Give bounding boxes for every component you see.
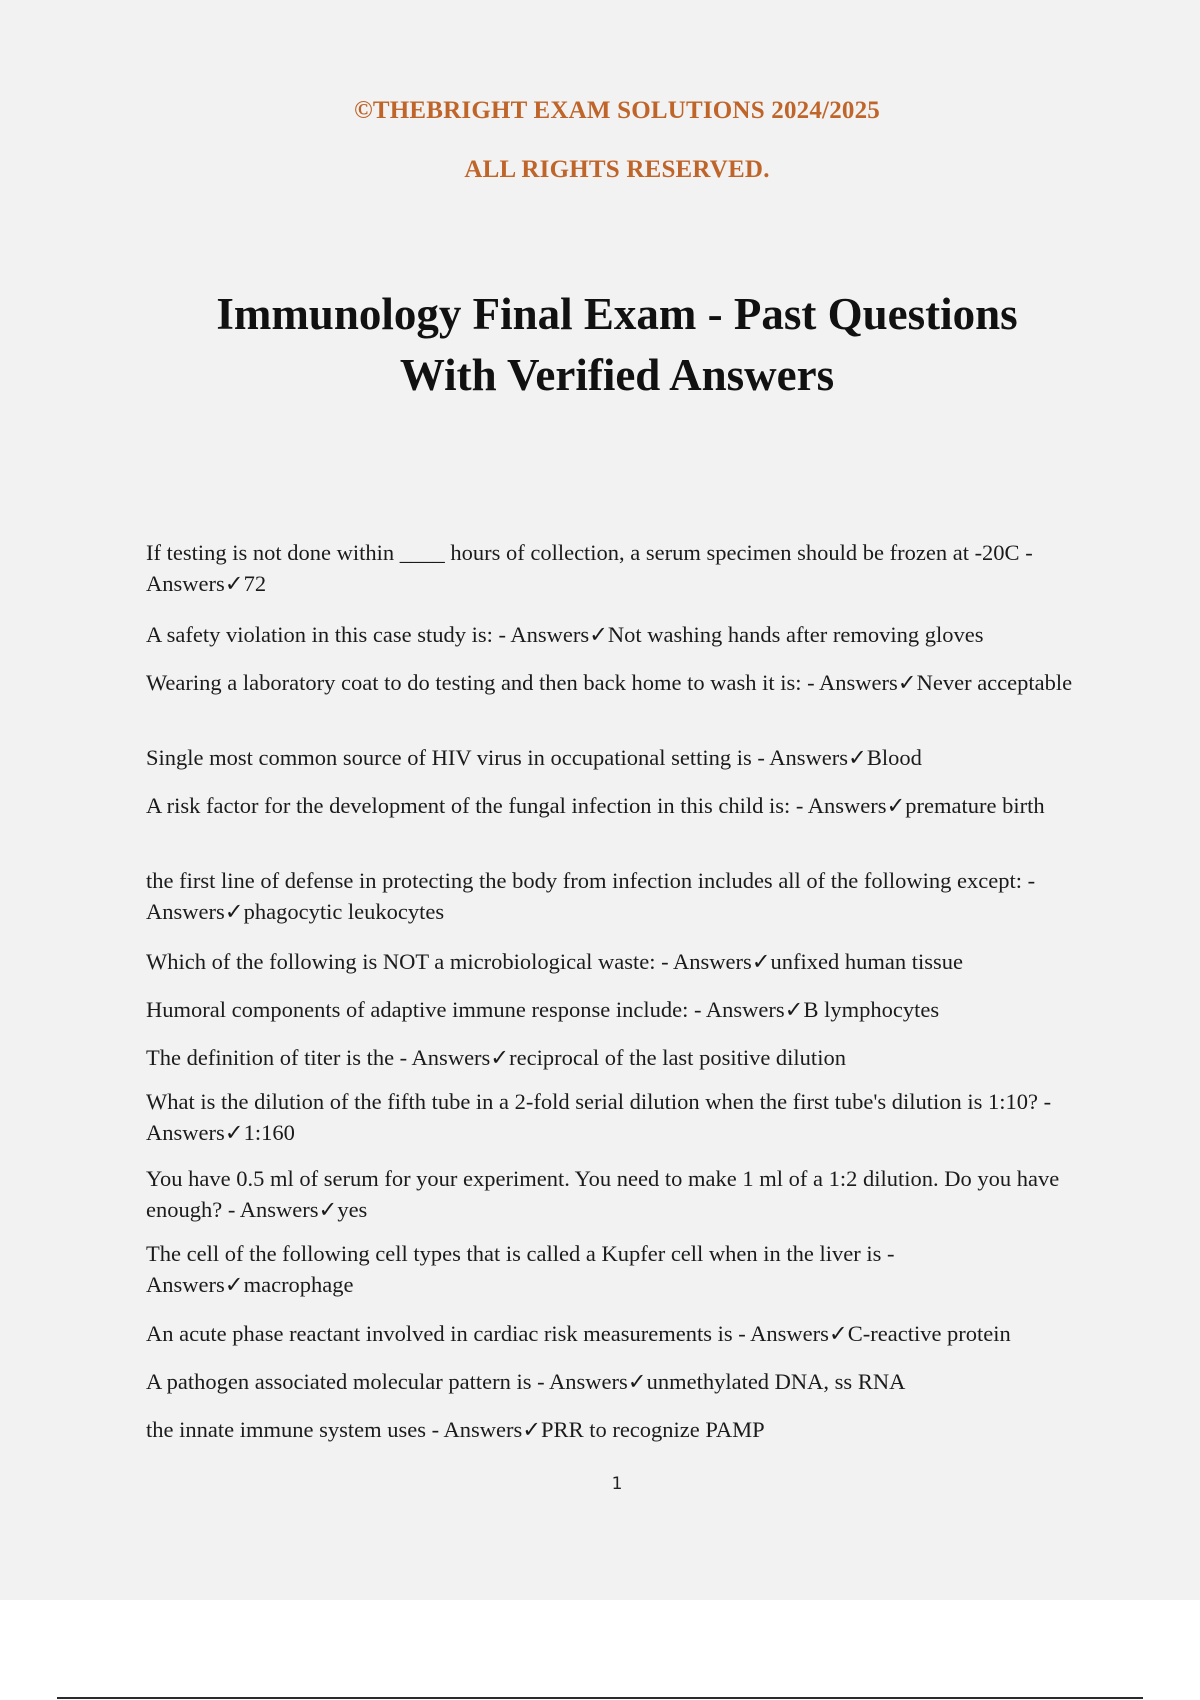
qa-item: A pathogen associated molecular pattern is - Answers✓unmethylated DNA, ss RNA <box>146 1369 906 1394</box>
document-title-continued: With Verified Answers <box>399 350 835 400</box>
next-page-divider <box>57 1697 1143 1699</box>
document-title: Immunology Final Exam - Past Questions <box>216 289 1018 339</box>
copyright-header: ©THEBRIGHT EXAM SOLUTIONS 2024/2025 <box>353 97 880 124</box>
qa-item: Wearing a laboratory coat to do testing and then back home to wash it is: - Answers✓Never acceptable <box>146 670 1073 695</box>
qa-item: An acute phase reactant involved in cardiac risk measurements is - Answers✓C-reactive protein <box>146 1321 1011 1346</box>
rights-reserved-header: ALL RIGHTS RESERVED. <box>464 156 770 183</box>
qa-item: If testing is not done within ____ hours of collection, a serum specimen should be frozen at -20C - Answers✓72 <box>146 540 1033 596</box>
qa-item: the first line of defense in protecting the body from infection includes all of the following except: - Answers✓phagocytic leukocytes <box>146 868 1036 924</box>
qa-item: Humoral components of adaptive immune response include: - Answers✓B lymphocytes <box>146 997 940 1022</box>
page-number: 1 <box>611 1474 623 1494</box>
qa-item: The cell of the following cell types that is called a Kupfer cell when in the liver is - Answers✓macrophage <box>146 1241 895 1297</box>
qa-item: the innate immune system uses - Answers✓PRR to recognize PAMP <box>146 1417 765 1442</box>
qa-item: Which of the following is NOT a microbiological waste: - Answers✓unfixed human tissue <box>146 949 964 974</box>
qa-item: A safety violation in this case study is: - Answers✓Not washing hands after removing gloves <box>146 622 984 647</box>
qa-item: A risk factor for the development of the fungal infection in this child is: - Answers✓premature birth <box>146 793 1045 818</box>
qa-item: Single most common source of HIV virus in occupational setting is - Answers✓Blood <box>146 745 922 770</box>
qa-item: You have 0.5 ml of serum for your experiment. You need to make 1 ml of a 1:2 dilution. Do you have enough? - Answers✓yes <box>146 1166 1060 1222</box>
qa-item: The definition of titer is the - Answers✓reciprocal of the last positive dilution <box>146 1045 846 1070</box>
qa-item: What is the dilution of the fifth tube in a 2-fold serial dilution when the first tube's dilution is 1:10? - Answers✓1:160 <box>146 1089 1052 1145</box>
